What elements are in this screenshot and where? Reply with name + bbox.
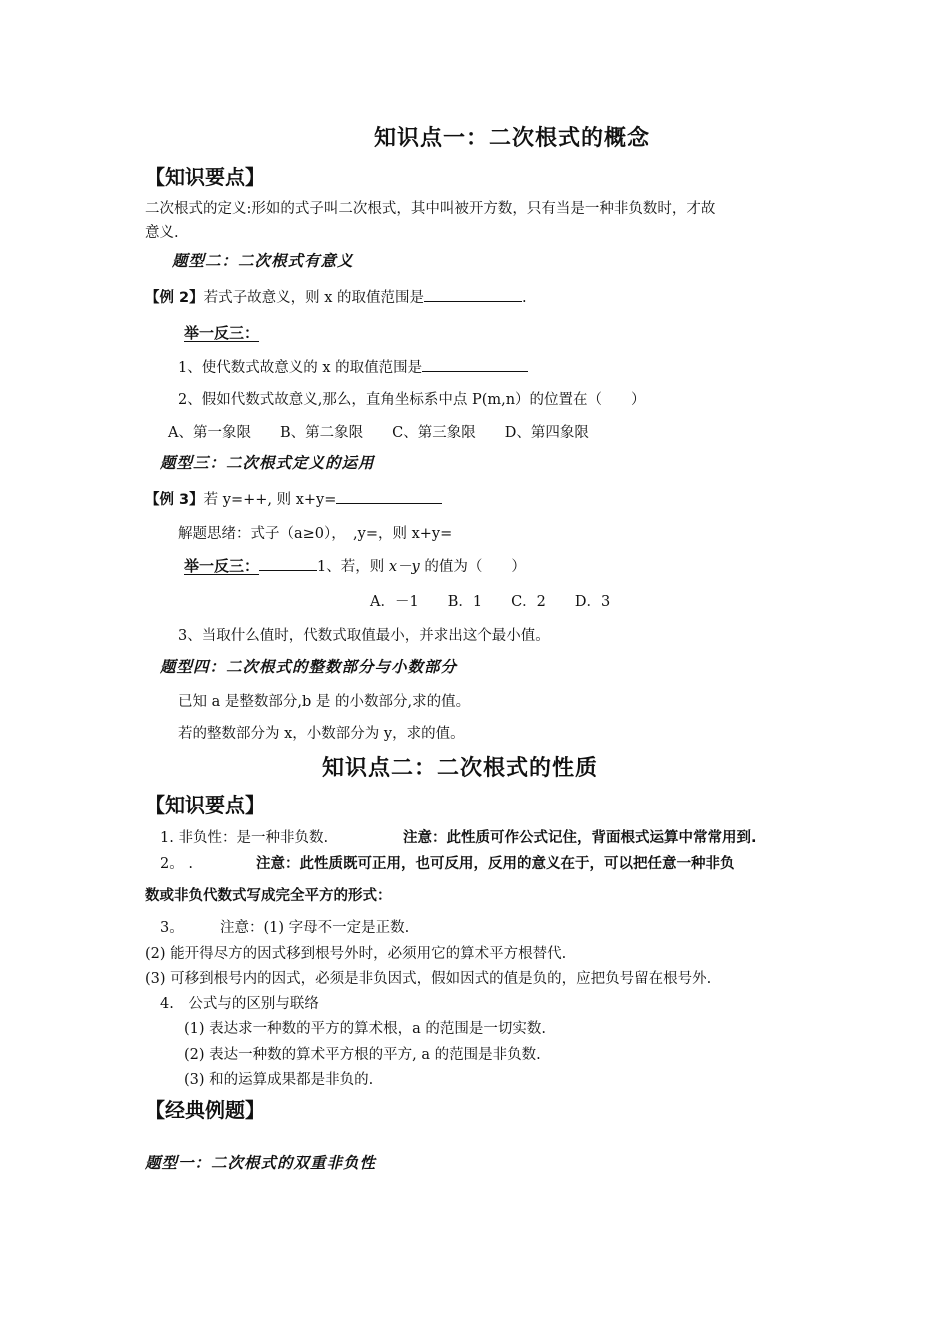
practice-2-row: [184, 555, 526, 576]
practice-2-heading: 举一反三：: [184, 557, 260, 575]
section1-key-points-heading: 【知识要点】: [145, 165, 265, 189]
example-2-tail: .: [522, 290, 527, 306]
property-1-note: 注意：此性质可作公式记住，背面根式运算中常常用到.: [403, 830, 757, 846]
practice-2-q1-post: 的值为（ ）: [419, 559, 526, 575]
property-3-item-3: (3) 可移到根号内的因式，必须是非负因式，假如因式的值是负的，应把负号留在根号外.: [145, 971, 712, 987]
property-2: 2。 .: [160, 856, 193, 872]
property-4-item-1: (1) 表达求一种数的平方的算术根，a 的范围是一切实数.: [184, 1021, 547, 1037]
section2-key-points-heading: 【知识要点】: [145, 793, 265, 817]
type2-heading: 题型二：二次根式有意义: [172, 252, 354, 270]
example-3-label: 【例 3】: [145, 492, 204, 508]
property-2-note: 注意：此性质既可正用，也可反用，反用的意义在于，可以把任意一种非负: [256, 856, 735, 872]
type4-q1: 已知 a 是整数部分,b 是 的小数部分,求的值。: [178, 694, 471, 710]
section1-title: 知识点一：二次根式的概念: [374, 126, 651, 151]
definition-line-1: 二次根式的定义:形如的式子叫二次根式，其中叫被开方数，只有当是一种非负数时，才故: [145, 201, 716, 217]
type4-heading: 题型四：二次根式的整数部分与小数部分: [160, 658, 458, 676]
practice-1-q1-text: 1、使代数式故意义的 x 的取值范围是: [178, 360, 423, 376]
answer-blank: [336, 489, 442, 504]
practice-2-q3: 3、当取什么值时，代数式取值最小，并求出这个最小值。: [178, 628, 550, 644]
example-3: [145, 488, 442, 509]
property-4-item-2: (2) 表达一种数的算术平方根的平方, a 的范围是非负数.: [184, 1047, 541, 1063]
example-3-text: 若 y=++, 则 x+y=: [203, 492, 337, 508]
property-3-item-2: (2) 能开得尽方的因式移到根号外时，必须用它的算术平方根替代.: [145, 946, 567, 962]
answer-blank: [259, 556, 317, 571]
section2-title: 知识点二：二次根式的性质: [322, 756, 599, 781]
property-4-item-3: (3) 和的运算成果都是非负的.: [184, 1072, 374, 1088]
property-3: 3。 注意：(1) 字母不一定是正数.: [160, 920, 410, 936]
example-2: [145, 286, 527, 307]
practice-1-q2-options: A、第一象限 B、第二象限 C、第三象限 D、第四象限: [168, 425, 589, 441]
property-4: 4. 公式与的区别与联络: [160, 996, 319, 1012]
practice-1-q2: 2、假如代数式故意义,那么，直角坐标系中点 P(m,n）的位置在（ ）: [178, 392, 646, 408]
property-2-note-cont: 数或非负代数式写成完全平方的形式：: [145, 888, 392, 904]
example-3-hint: 解题思绪：式子（a≥0）， ,y=，则 x+y=: [178, 526, 453, 542]
practice-2-q1-pre: 1、若，则: [317, 559, 389, 575]
type3-heading: 题型三：二次根式定义的运用: [160, 454, 375, 472]
answer-blank: [424, 287, 522, 302]
answer-blank: [422, 357, 528, 372]
example-2-label: 【例 2】: [145, 290, 204, 306]
practice-1-q1: [178, 356, 528, 377]
practice-1-heading: 举一反三：: [184, 324, 260, 342]
example-2-text: 若式子故意义，则 x 的取值范围是: [203, 290, 425, 306]
type1-heading: 题型一：二次根式的双重非负性: [145, 1154, 377, 1172]
practice-2-q1-options: A．－1 B．1 C．2 D．3: [370, 594, 611, 610]
classic-examples-heading: 【经典例题】: [145, 1098, 265, 1122]
property-1: 1. 非负性：是一种非负数.: [160, 830, 329, 846]
definition-line-2: 意义.: [145, 225, 179, 241]
practice-2-q1-var: x－y: [388, 559, 420, 575]
type4-q2: 若的整数部分为 x，小数部分为 y，求的值。: [178, 726, 465, 742]
